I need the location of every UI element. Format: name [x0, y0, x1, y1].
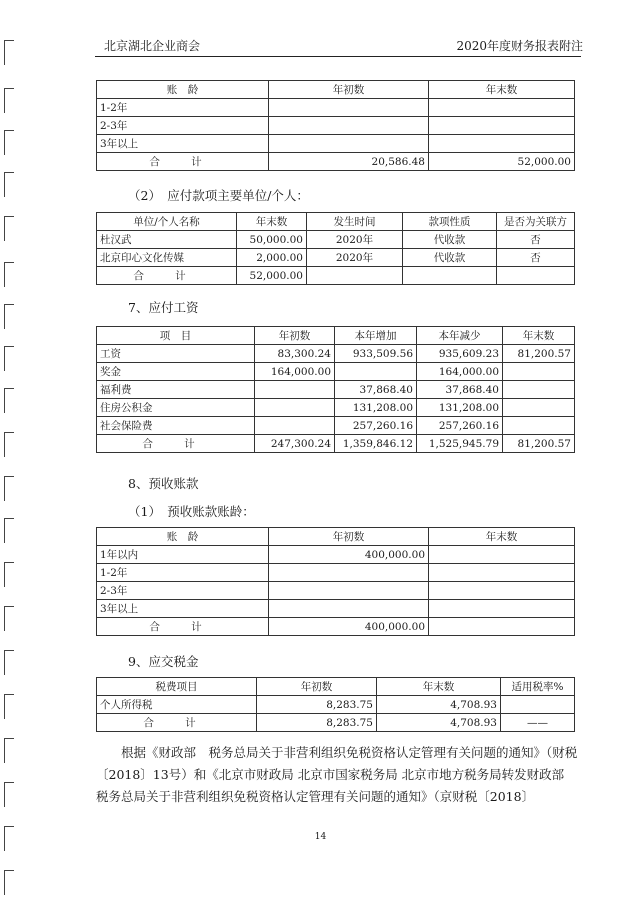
cell-end — [429, 564, 575, 582]
col-header: 发生时间 — [307, 213, 403, 231]
section-heading-payable-units: （2） 应付款项主要单位/个人： — [128, 188, 309, 203]
empty-cell — [497, 267, 575, 285]
col-header: 本年减少 — [417, 327, 503, 345]
wages-table — [96, 326, 575, 453]
total-row — [97, 714, 575, 732]
total-dec: 1,525,945.79 — [417, 435, 503, 453]
cell-related: 否 — [497, 249, 575, 267]
cell-item: 福利费 — [97, 381, 255, 399]
col-header: 账 龄 — [97, 81, 269, 99]
col-header: 年末数 — [377, 678, 501, 696]
cell-end — [503, 381, 575, 399]
row-label: 1-2年 — [97, 99, 269, 117]
cell-rate — [501, 696, 575, 714]
table-row — [97, 546, 575, 564]
table-header-row — [97, 528, 575, 546]
page-number: 14 — [314, 832, 327, 842]
cell-item: 工资 — [97, 345, 255, 363]
cell-amount: 50,000.00 — [237, 231, 307, 249]
cell-begin: 8,283.75 — [257, 696, 377, 714]
empty-cell — [403, 267, 497, 285]
col-header: 年末数 — [429, 528, 575, 546]
tax-table — [96, 677, 575, 732]
col-header: 项 目 — [97, 327, 255, 345]
total-row — [97, 267, 575, 285]
col-header: 年初数 — [255, 327, 335, 345]
cell-begin — [255, 381, 335, 399]
cell-nature: 代收款 — [403, 231, 497, 249]
cell-item: 社会保险费 — [97, 417, 255, 435]
total-rate: —— — [501, 714, 575, 732]
header-title: 2020年度财务报表附注 — [456, 39, 583, 53]
aging-table-2 — [96, 527, 575, 636]
cell-begin: 164,000.00 — [255, 363, 335, 381]
cell-end: 81,200.57 — [503, 345, 575, 363]
table-row — [97, 564, 575, 582]
total-row — [97, 153, 575, 171]
cell-dec: 131,208.00 — [417, 399, 503, 417]
total-end — [429, 618, 575, 636]
cell-begin — [269, 99, 429, 117]
cell-related: 否 — [497, 231, 575, 249]
col-header: 适用税率% — [501, 678, 575, 696]
empty-cell — [307, 267, 403, 285]
cell-inc: 933,509.56 — [335, 345, 417, 363]
table-header-row — [97, 327, 575, 345]
cell-item: 奖金 — [97, 363, 255, 381]
total-label: 合 计 — [97, 714, 257, 732]
col-header: 账 龄 — [97, 528, 269, 546]
col-header: 本年增加 — [335, 327, 417, 345]
table-row — [97, 600, 575, 618]
total-inc: 1,359,846.12 — [335, 435, 417, 453]
cell-end — [503, 363, 575, 381]
col-header: 是否为关联方 — [497, 213, 575, 231]
total-row — [97, 618, 575, 636]
table-row — [97, 99, 575, 117]
total-end: 52,000.00 — [429, 153, 575, 171]
col-header: 年初数 — [269, 81, 429, 99]
cell-dec: 164,000.00 — [417, 363, 503, 381]
row-label: 1-2年 — [97, 564, 269, 582]
table-row — [97, 117, 575, 135]
cell-amount: 2,000.00 — [237, 249, 307, 267]
row-label: 1年以内 — [97, 546, 269, 564]
section-heading-wages: 7、应付工资 — [128, 300, 199, 315]
section-heading-advances: 8、预收账款 — [128, 476, 199, 491]
cell-inc: 37,868.40 — [335, 381, 417, 399]
cell-time: 2020年 — [307, 231, 403, 249]
cell-time: 2020年 — [307, 249, 403, 267]
cell-end — [503, 399, 575, 417]
row-label: 2-3年 — [97, 582, 269, 600]
cell-end — [429, 135, 575, 153]
total-amount: 52,000.00 — [237, 267, 307, 285]
total-label: 合 计 — [97, 618, 269, 636]
cell-begin — [269, 600, 429, 618]
cell-inc — [335, 363, 417, 381]
table-row — [97, 345, 575, 363]
header-org: 北京湖北企业商会 — [104, 39, 201, 53]
header-rule — [95, 56, 581, 57]
section-heading-advances-aging: （1） 预收账款账龄： — [128, 504, 255, 519]
row-label: 3年以上 — [97, 600, 269, 618]
col-header: 年初数 — [257, 678, 377, 696]
table-row — [97, 381, 575, 399]
table-row — [97, 249, 575, 267]
cell-nature: 代收款 — [403, 249, 497, 267]
col-header: 年末数 — [429, 81, 575, 99]
cell-begin: 83,300.24 — [255, 345, 335, 363]
cell-begin — [269, 117, 429, 135]
table-row — [97, 582, 575, 600]
col-header: 年初数 — [269, 528, 429, 546]
cell-inc: 131,208.00 — [335, 399, 417, 417]
cell-end — [429, 600, 575, 618]
cell-begin — [269, 135, 429, 153]
cell-end — [429, 546, 575, 564]
table-row — [97, 363, 575, 381]
cell-inc: 257,260.16 — [335, 417, 417, 435]
table-row — [97, 399, 575, 417]
cell-begin — [269, 564, 429, 582]
col-header: 款项性质 — [403, 213, 497, 231]
total-end: 4,708.93 — [377, 714, 501, 732]
cell-end — [429, 117, 575, 135]
cell-name: 北京印心文化传媒 — [97, 249, 237, 267]
total-end: 81,200.57 — [503, 435, 575, 453]
total-begin: 8,283.75 — [257, 714, 377, 732]
cell-end — [503, 417, 575, 435]
binding-marks — [4, 0, 18, 903]
cell-end — [429, 582, 575, 600]
total-row — [97, 435, 575, 453]
row-label: 3年以上 — [97, 135, 269, 153]
section-heading-taxes: 9、应交税金 — [128, 654, 199, 669]
cell-end — [429, 99, 575, 117]
cell-dec: 37,868.40 — [417, 381, 503, 399]
total-begin: 20,586.48 — [269, 153, 429, 171]
cell-item: 住房公积金 — [97, 399, 255, 417]
table-header-row — [97, 81, 575, 99]
table-row — [97, 231, 575, 249]
table-row — [97, 696, 575, 714]
body-paragraph: 根据《财政部 税务总局关于非营利组织免税资格认定管理有关问题的通知》（财税〔2018〕13号）和《北京市财政局 北京市国家税务局 北京市地方税务局转发财政部 税务总局关于非营利组织免税资格认定管理有关问题的通知》（京财税〔2018〕 — [96, 745, 578, 804]
aging-table-1 — [96, 80, 575, 171]
col-header: 年末数 — [237, 213, 307, 231]
row-label: 2-3年 — [97, 117, 269, 135]
total-label: 合 计 — [97, 267, 237, 285]
cell-dec: 935,609.23 — [417, 345, 503, 363]
table-header-row — [97, 678, 575, 696]
cell-begin — [269, 582, 429, 600]
table-header-row — [97, 213, 575, 231]
cell-end: 4,708.93 — [377, 696, 501, 714]
total-begin: 247,300.24 — [255, 435, 335, 453]
col-header: 年末数 — [503, 327, 575, 345]
cell-name: 杜汉武 — [97, 231, 237, 249]
total-label: 合 计 — [97, 435, 255, 453]
cell-dec: 257,260.16 — [417, 417, 503, 435]
cell-begin: 400,000.00 — [269, 546, 429, 564]
table-row — [97, 135, 575, 153]
payable-table — [96, 212, 575, 285]
cell-begin — [255, 417, 335, 435]
total-begin: 400,000.00 — [269, 618, 429, 636]
total-label: 合 计 — [97, 153, 269, 171]
col-header: 单位/个人名称 — [97, 213, 237, 231]
cell-item: 个人所得税 — [97, 696, 257, 714]
table-row — [97, 417, 575, 435]
cell-begin — [255, 399, 335, 417]
col-header: 税费项目 — [97, 678, 257, 696]
